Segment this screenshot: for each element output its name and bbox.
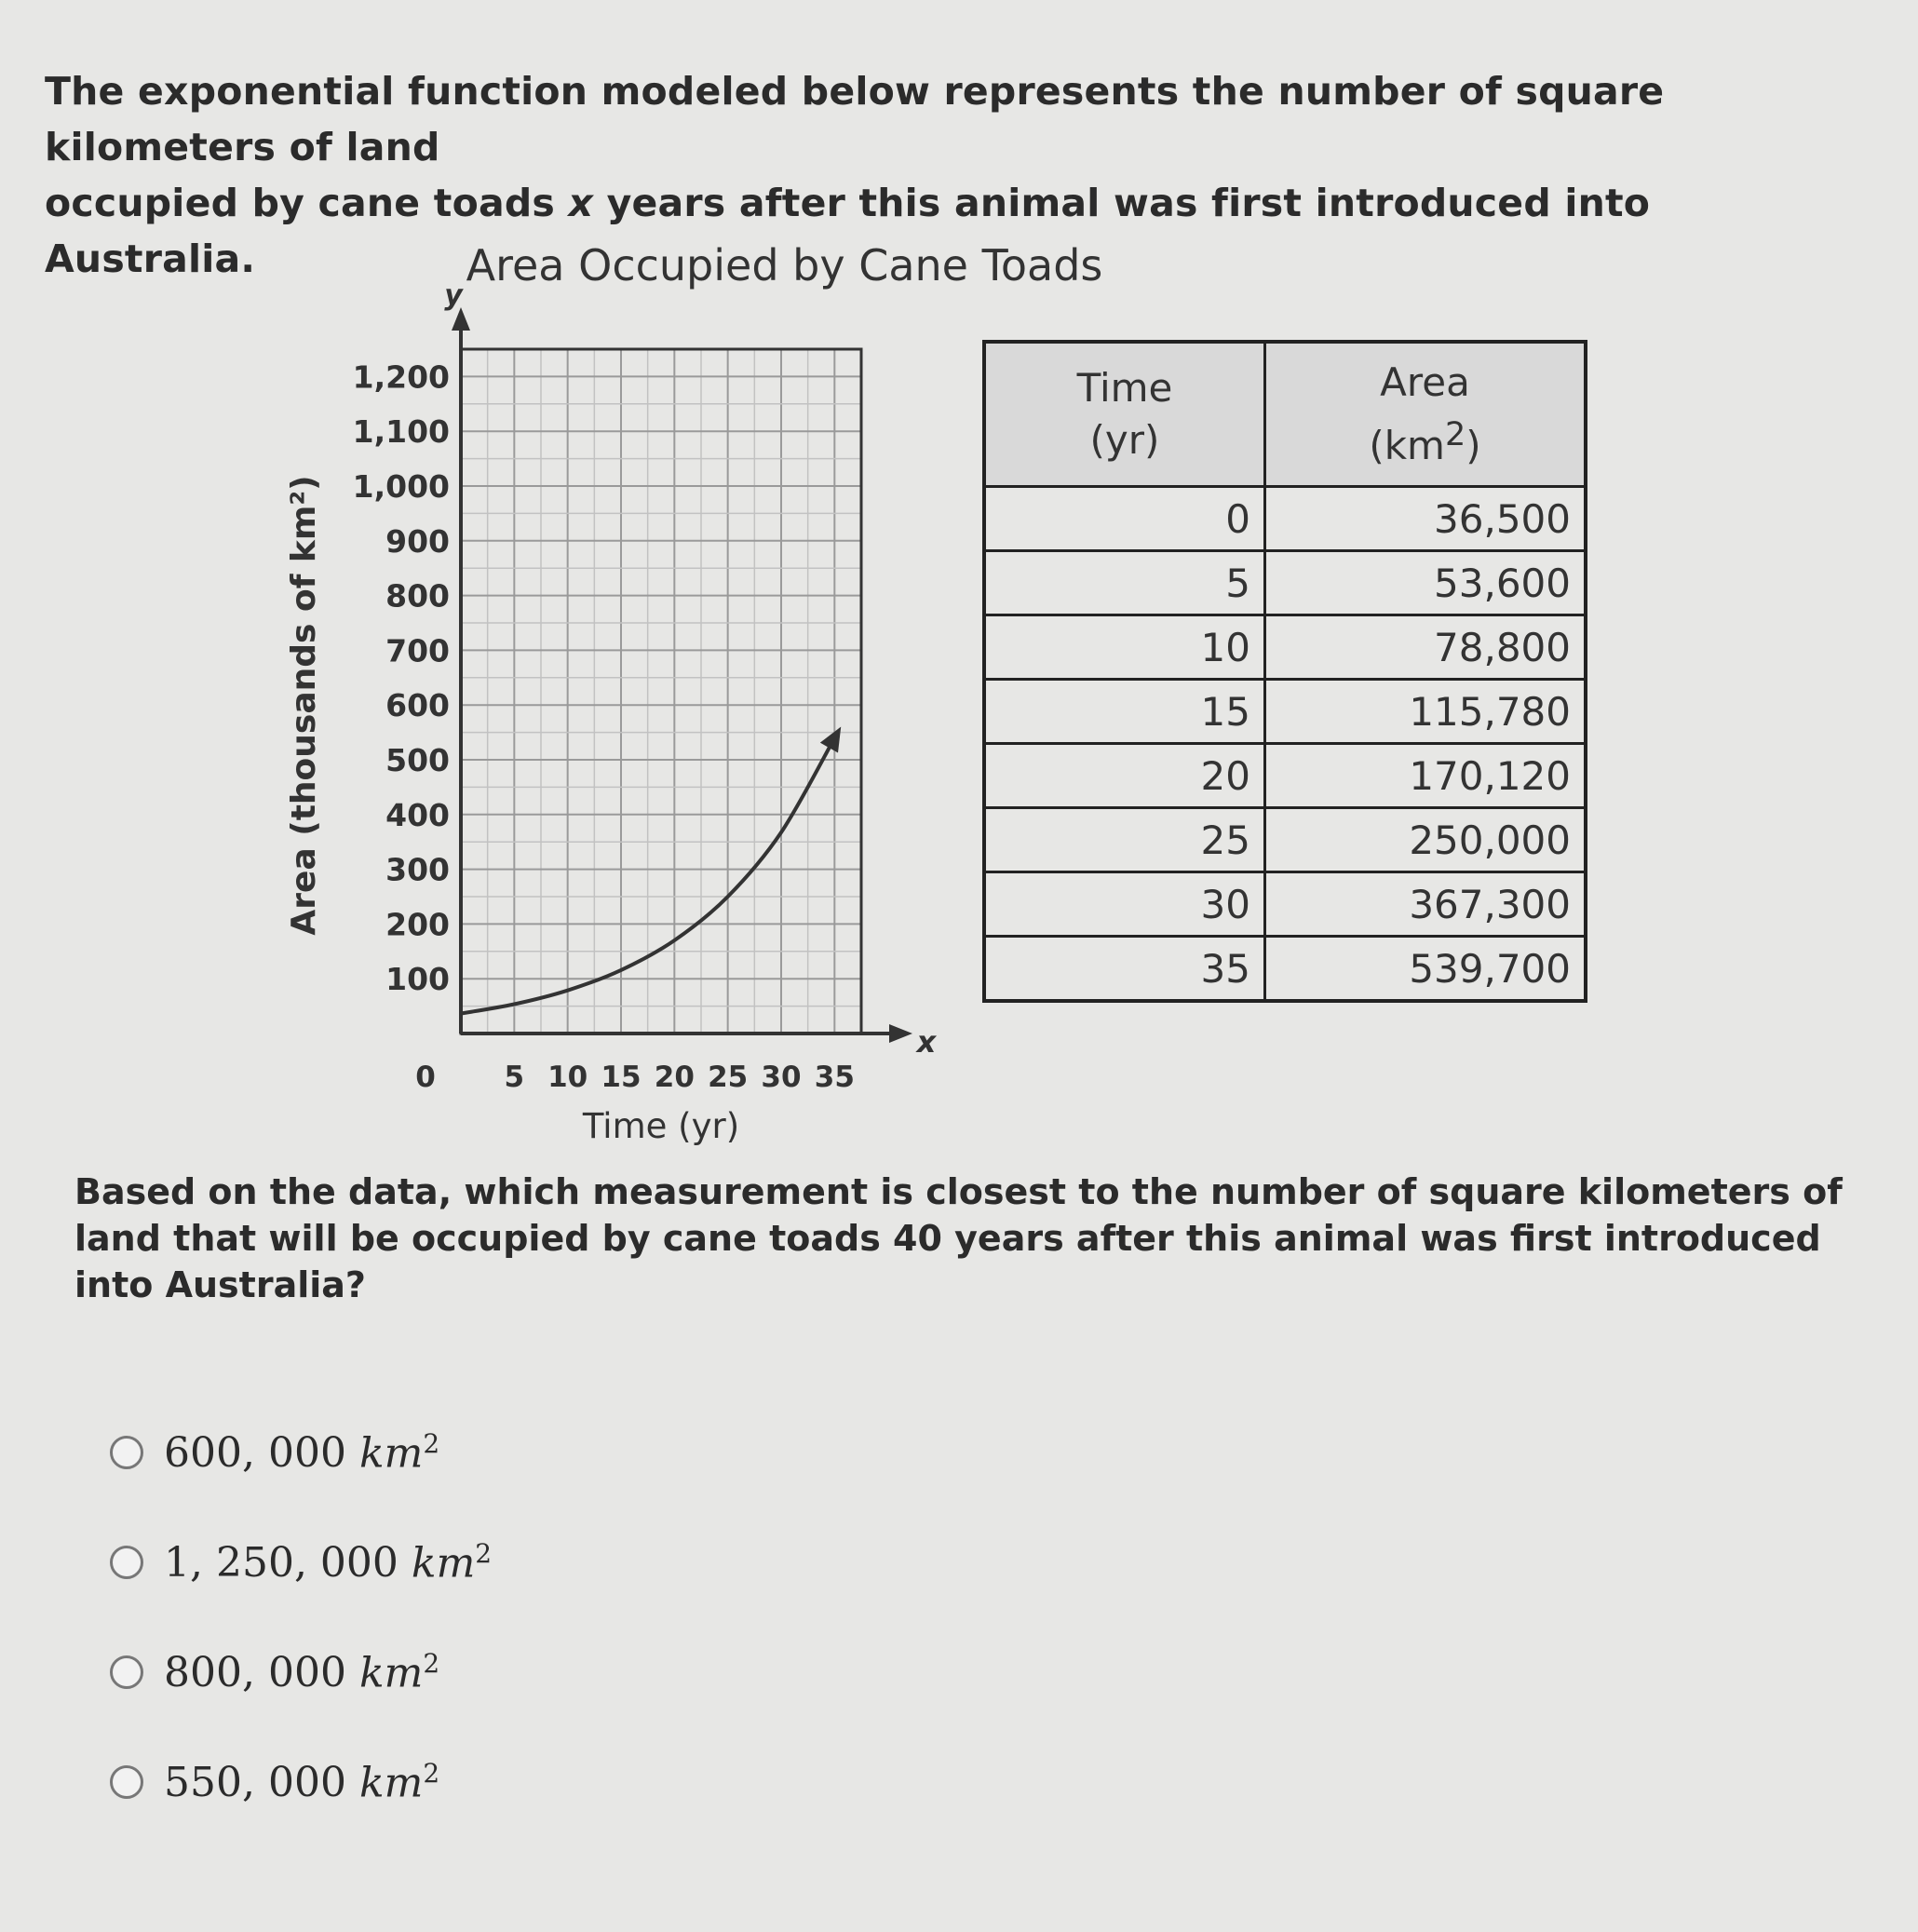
- time-cell: 35: [984, 937, 1265, 1002]
- header-time-line1: Time: [1076, 365, 1173, 411]
- option-value: 1, 250, 000: [164, 1538, 398, 1587]
- option-value: 550, 000: [164, 1758, 346, 1806]
- header-area-unit: (km: [1369, 423, 1445, 468]
- header-time: [984, 342, 1265, 487]
- table-row: [984, 680, 1586, 744]
- y-axis-title: Area (thousands of km²): [285, 475, 323, 936]
- y-tick-label: 900: [385, 522, 450, 560]
- y-tick-label: 700: [385, 632, 450, 669]
- area-cell: 53,600: [1265, 551, 1587, 615]
- y-tick-label: 1,200: [352, 358, 450, 396]
- header-area-line1: Area: [1380, 359, 1470, 405]
- x-tick-label: 5: [504, 1061, 525, 1094]
- option-unit-text: km: [358, 1649, 424, 1697]
- option-unit: [359, 1428, 439, 1478]
- radio-button[interactable]: [110, 1546, 143, 1579]
- y-tick-label: 1,100: [352, 413, 450, 451]
- header-area-exponent: 2: [1444, 416, 1466, 453]
- y-tick-label: 600: [385, 687, 450, 724]
- header-area: [1265, 342, 1587, 487]
- intro-line-2-start: occupied by cane toads: [45, 181, 569, 225]
- header-area-close: ): [1466, 423, 1481, 468]
- area-cell: 539,700: [1265, 937, 1587, 1002]
- option-unit-exponent: 2: [423, 1427, 440, 1459]
- x-tick-label: 25: [708, 1061, 749, 1094]
- table-row: [984, 744, 1586, 808]
- y-tick-label: 200: [385, 906, 450, 943]
- time-cell: 20: [984, 744, 1265, 808]
- y-tick-label: 1,000: [352, 468, 450, 505]
- y-tick-label: 500: [385, 742, 450, 778]
- intro-variable-x: x: [568, 181, 594, 225]
- header-area-line2: [1267, 409, 1583, 472]
- table-row: [984, 615, 1586, 680]
- option-value: 800, 000: [164, 1648, 346, 1696]
- question-text: Based on the data, which measurement is closest to the number of square kilometers of land that will be occupied by cane toads 40 years after this animal was first introduced into Australia?: [74, 1171, 1843, 1305]
- intro-line-1: The exponential function modeled below represents the number of square kilometers of land: [45, 69, 1665, 169]
- area-cell: 170,120: [1265, 744, 1587, 808]
- radio-button[interactable]: [110, 1765, 143, 1799]
- plot-frame: [461, 349, 861, 1034]
- answer-option-3[interactable]: [110, 1644, 492, 1700]
- answer-options: [110, 1425, 492, 1864]
- time-cell: 30: [984, 872, 1265, 937]
- x-tick-label: 35: [814, 1061, 855, 1094]
- area-cell: 367,300: [1265, 872, 1587, 937]
- x-tick-label: 20: [654, 1061, 695, 1094]
- header-time-line2: (yr): [1089, 417, 1160, 463]
- figure-title: Area Occupied by Cane Toads: [466, 240, 1103, 290]
- option-unit-exponent: 2: [423, 1647, 440, 1679]
- area-chart: [270, 279, 937, 1146]
- area-cell: 78,800: [1265, 615, 1587, 680]
- answer-option-1[interactable]: [110, 1425, 492, 1480]
- y-axis-letter: y: [444, 279, 463, 312]
- answer-option-4[interactable]: [110, 1754, 492, 1810]
- table-row: [984, 487, 1586, 551]
- data-table: [982, 340, 1587, 1003]
- option-unit-text: km: [358, 1759, 424, 1807]
- x-tick-label: 10: [547, 1061, 588, 1094]
- table-row: [984, 872, 1586, 937]
- time-cell: 5: [984, 551, 1265, 615]
- option-unit-text: km: [411, 1539, 476, 1587]
- option-unit-exponent: 2: [475, 1537, 493, 1569]
- time-cell: 0: [984, 487, 1265, 551]
- area-cell: 250,000: [1265, 808, 1587, 872]
- answer-option-2[interactable]: [110, 1534, 492, 1590]
- x-axis-title: Time (yr): [582, 1106, 740, 1146]
- table-row: [984, 937, 1586, 1002]
- y-tick-label: 400: [385, 796, 450, 833]
- option-value: 600, 000: [164, 1428, 346, 1477]
- option-unit-exponent: 2: [423, 1757, 440, 1789]
- table-header-row: [984, 342, 1586, 487]
- option-unit: [359, 1648, 439, 1697]
- x-tick-label: 30: [761, 1061, 802, 1094]
- time-cell: 25: [984, 808, 1265, 872]
- y-tick-label: 300: [385, 851, 450, 888]
- table-row: [984, 808, 1586, 872]
- radio-button[interactable]: [110, 1655, 143, 1689]
- area-cell: 36,500: [1265, 487, 1587, 551]
- table-row: [984, 551, 1586, 615]
- x-tick-label: 15: [601, 1061, 642, 1094]
- y-tick-label: 800: [385, 577, 450, 615]
- intro-line-2-end: years after this animal was first introduced into Australia.: [45, 181, 1651, 281]
- x-axis-arrow-icon: [889, 1024, 912, 1043]
- area-cell: 115,780: [1265, 680, 1587, 744]
- time-cell: 10: [984, 615, 1265, 680]
- option-unit-text: km: [358, 1429, 424, 1478]
- x-axis-letter: x: [916, 1024, 937, 1060]
- origin-label: 0: [415, 1061, 436, 1094]
- option-unit: [412, 1538, 492, 1587]
- time-cell: 15: [984, 680, 1265, 744]
- y-tick-label: 100: [385, 961, 450, 998]
- option-unit: [359, 1758, 439, 1807]
- radio-button[interactable]: [110, 1436, 143, 1469]
